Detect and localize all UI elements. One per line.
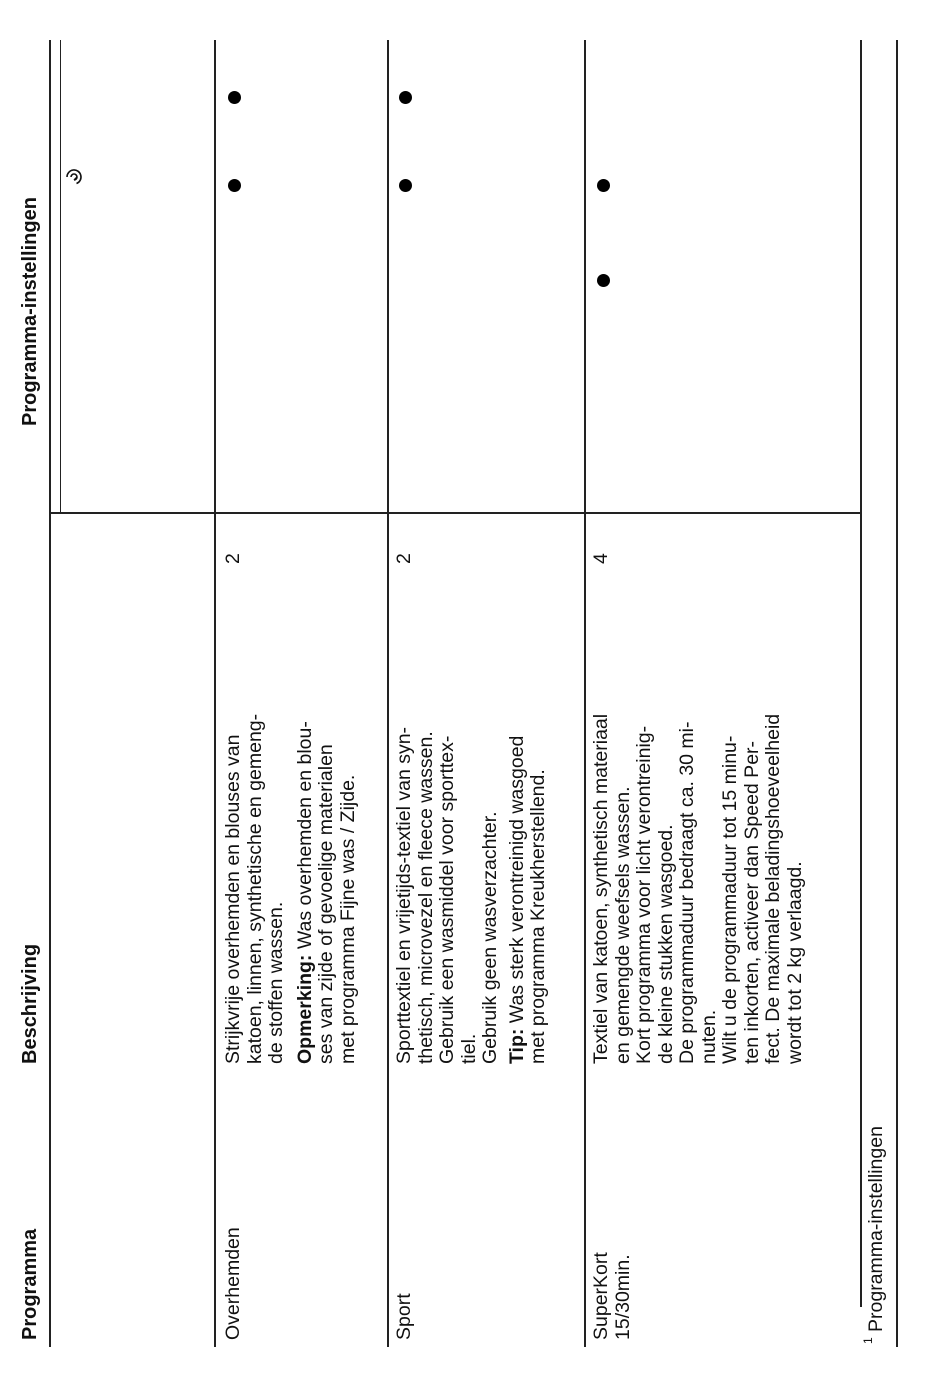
header-programma-instellingen: Programma-instellingen: [19, 197, 41, 426]
description-line: de kleine stukken wasgoed.: [654, 824, 677, 1064]
setting-dot: [597, 179, 610, 192]
setting-dot: [228, 91, 241, 104]
load-value: 2: [393, 553, 415, 564]
description-line: Wilt u de programmaduur tot 15 minu-: [719, 735, 741, 1064]
page-bottom-rule: [896, 40, 898, 1347]
description-line: Gebruik geen wasverzachter.: [479, 811, 501, 1064]
description-line: tiel.: [457, 1033, 480, 1064]
table-bottom-rule: [860, 40, 862, 1307]
header-rule: [214, 40, 216, 1347]
top-rule: [49, 40, 51, 1347]
description-line: Kort programma voor licht verontreinig-: [633, 725, 655, 1064]
description-line: nuten.: [697, 1009, 720, 1064]
footnote-text: Programma-instellingen: [865, 1126, 887, 1332]
program-name-line: 15/30min.: [611, 1254, 634, 1340]
load-value: 4: [590, 553, 612, 564]
description-line: Gebruik een wasmiddel voor sporttex-: [436, 735, 458, 1064]
description: [591, 714, 806, 1064]
tip-label: Tip:: [505, 1028, 528, 1064]
description-line: de stoffen wassen.: [265, 901, 287, 1064]
description-line: Sporttextiel en vrijetijds-textiel van syn-: [393, 726, 415, 1064]
row-rule-2: [584, 40, 586, 1347]
setting-dot: [399, 179, 412, 192]
program-name-line: SuperKort: [590, 1252, 612, 1340]
program-name: Overhemden: [222, 1227, 244, 1340]
footnote-marker: 1: [861, 1337, 875, 1344]
description-line: thetisch, microvezel en fleece wassen.: [414, 731, 437, 1064]
description-line: met programma Fijne was / Zijde.: [336, 774, 359, 1064]
description: [394, 727, 550, 1064]
program-name: Sport: [393, 1293, 415, 1340]
description-line: ses van zijde of gevoelige materialen: [315, 744, 337, 1064]
description: [223, 714, 359, 1064]
description-line: katoen, linnen, synthetische en gemeng-: [243, 713, 266, 1064]
spin-speed-icon: [63, 166, 85, 188]
settings-column-rule: [49, 513, 860, 515]
description-line: fect. De maximale beladingshoeveelheid: [762, 713, 784, 1064]
settings-header-rule: [60, 40, 61, 512]
header-programma: Programma: [19, 1228, 41, 1340]
description-line: Strijkvrije overhemden en blouses van: [222, 734, 244, 1064]
description-line: Textiel van katoen, synthetisch materiaal: [590, 713, 612, 1064]
description-line: wordt tot 2 kg verlaagd.: [783, 861, 806, 1064]
description-line: Was overhemden en blou-: [293, 721, 316, 955]
load-value: 2: [222, 553, 244, 564]
description-line: met programma Kreukherstellend.: [527, 769, 549, 1064]
note-label: Opmerking:: [293, 954, 316, 1064]
description-line: Was sterk verontreinigd wasgoed: [505, 735, 528, 1029]
program-name: [591, 1252, 634, 1340]
row-rule-1: [387, 40, 389, 1347]
description-line: en gemengde weefsels wassen.: [611, 786, 634, 1064]
header-beschrijving: Beschrijving: [19, 943, 41, 1064]
setting-dot: [228, 179, 241, 192]
setting-dot: [399, 91, 412, 104]
setting-dot: [597, 274, 610, 287]
description-line: ten inkorten, activeer dan Speed Per-: [740, 740, 763, 1064]
description-line: De programmaduur bedraagt ca. 30 mi-: [676, 721, 698, 1064]
